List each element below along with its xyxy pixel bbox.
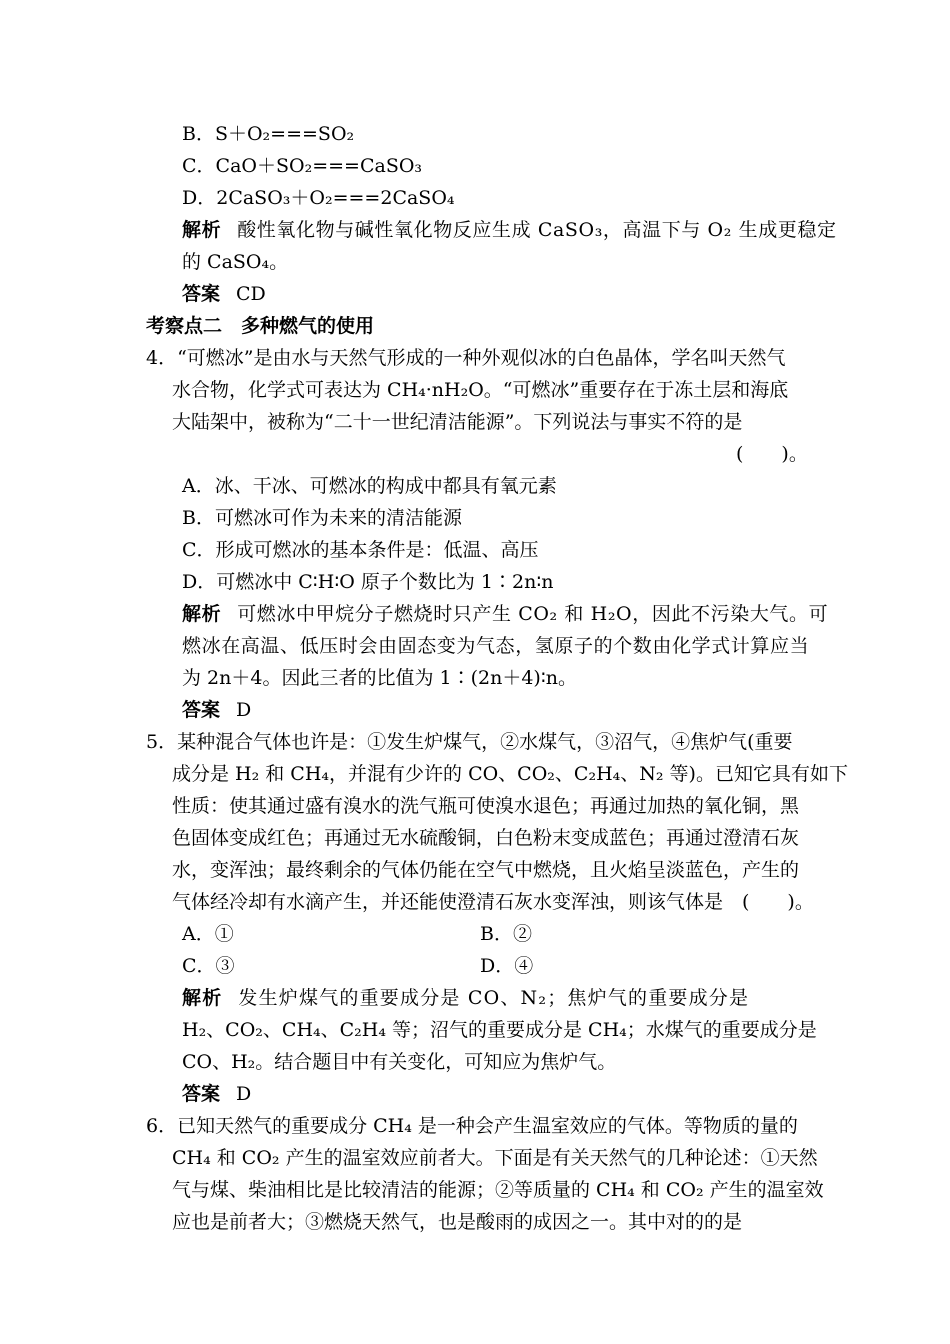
analysis-label: 解析: [182, 987, 223, 1009]
analysis-line: CO、H₂。结合题目中有关变化，可知应为焦炉气。: [182, 1051, 617, 1073]
answer-line: [182, 278, 266, 310]
analysis-line: 的 CaSO₄。: [182, 251, 289, 273]
analysis-label: 解析: [182, 219, 222, 241]
answer-value: D: [236, 1083, 252, 1105]
analysis-line: [182, 214, 837, 246]
answer-label: 答案: [182, 1083, 221, 1105]
analysis-line: [182, 982, 749, 1014]
question-6-line: 应也是前者大；③燃烧天然气，也是酸雨的成因之一。其中对的的是: [172, 1211, 743, 1233]
option-b: B．可燃冰可作为未来的清洁能源: [182, 507, 462, 529]
answer-line: [182, 1078, 251, 1110]
question-6-line: 气与煤、柴油相比是比较清洁的能源；②等质量的 CH₄ 和 CO₂ 产生的温室效: [172, 1179, 824, 1201]
answer-label: 答案: [182, 699, 221, 721]
answer-line: [182, 694, 251, 726]
question-4-line: 大陆架中，被称为“二十一世纪清洁能源”。下列说法与事实不符的是: [172, 411, 743, 433]
question-6-line: CH₄ 和 CO₂ 产生的温室效应前者大。下面是有关天然气的几种论述：①天然: [172, 1147, 818, 1169]
analysis-line: [182, 598, 828, 630]
option-c: C．CaO＋SO₂===CaSO₃: [182, 155, 423, 177]
answer-label: 答案: [182, 283, 221, 305]
question-5-line: 性质：使其通过盛有溴水的洗气瓶可使溴水退色；再通过加热的氧化铜，黑: [172, 795, 800, 817]
analysis-text: 发生炉煤气的重要成分是 CO、N₂；焦炉气的重要成分是: [238, 987, 750, 1009]
answer-value: CD: [236, 283, 266, 305]
option-d: D．可燃冰中 C∶H∶O 原子个数比为 1∶2n∶n: [182, 571, 554, 593]
option-a: A．①: [182, 923, 234, 945]
question-5-line: 水，变浑浊；最终剩余的气体仍能在空气中燃烧，且火焰呈淡蓝色，产生的: [172, 859, 800, 881]
analysis-line: H₂、CO₂、CH₄、C₂H₄ 等；沼气的重要成分是 CH₄；水煤气的重要成分是: [182, 1019, 817, 1041]
answer-value: D: [236, 699, 252, 721]
analysis-label: 解析: [182, 603, 222, 625]
option-c: C．③: [182, 955, 235, 977]
option-d: D．④: [480, 955, 534, 977]
question-5-line: 5．某种混合气体也许是：①发生炉煤气，②水煤气，③沼气，④焦炉气(重要: [146, 731, 793, 753]
analysis-line: 为 2n＋4。因此三者的比值为 1∶(2n＋4)∶n。: [182, 667, 578, 689]
analysis-text: 酸性氧化物与碱性氧化物反应生成 CaSO₃，高温下与 O₂ 生成更稳定: [237, 219, 837, 241]
option-c: C．形成可燃冰的基本条件是：低温、高压: [182, 539, 539, 561]
analysis-line: 燃冰在高温、低压时会由固态变为气态，氢原子的个数由化学式计算应当: [182, 635, 810, 657]
question-4-line: 4．“可燃冰”是由水与天然气形成的一种外观似冰的白色晶体，学名叫天然气: [146, 347, 786, 369]
option-b: B．②: [480, 923, 532, 945]
section-heading: 考察点二 多种燃气的使用: [146, 315, 375, 337]
question-4-line: 水合物，化学式可表达为 CH₄·nH₂O。“可燃冰”重要存在于冻土层和海底: [172, 379, 789, 401]
question-5-line: 气体经冷却有水滴产生，并还能使澄清石灰水变浑浊，则该气体是 ( )。: [172, 891, 814, 913]
option-a: A．冰、干冰、可燃冰的构成中都具有氧元素: [182, 475, 557, 497]
question-6-line: 6．已知天然气的重要成分 CH₄ 是一种会产生温室效应的气体。等物质的量的: [146, 1115, 798, 1137]
question-5-line: 色固体变成红色；再通过无水硫酸铜，白色粉末变成蓝色；再通过澄清石灰: [172, 827, 800, 849]
option-b: B．S＋O₂===SO₂: [182, 123, 355, 145]
analysis-text: 可燃冰中甲烷分子燃烧时只产生 CO₂ 和 H₂O，因此不污染大气。可: [237, 603, 829, 625]
option-d: D．2CaSO₃＋O₂===2CaSO₄: [182, 187, 455, 209]
question-5-line: 成分是 H₂ 和 CH₄，并混有少许的 CO、CO₂、C₂H₄、N₂ 等)。已知它具有如下: [172, 763, 848, 785]
answer-blank: ( )。: [736, 443, 808, 465]
